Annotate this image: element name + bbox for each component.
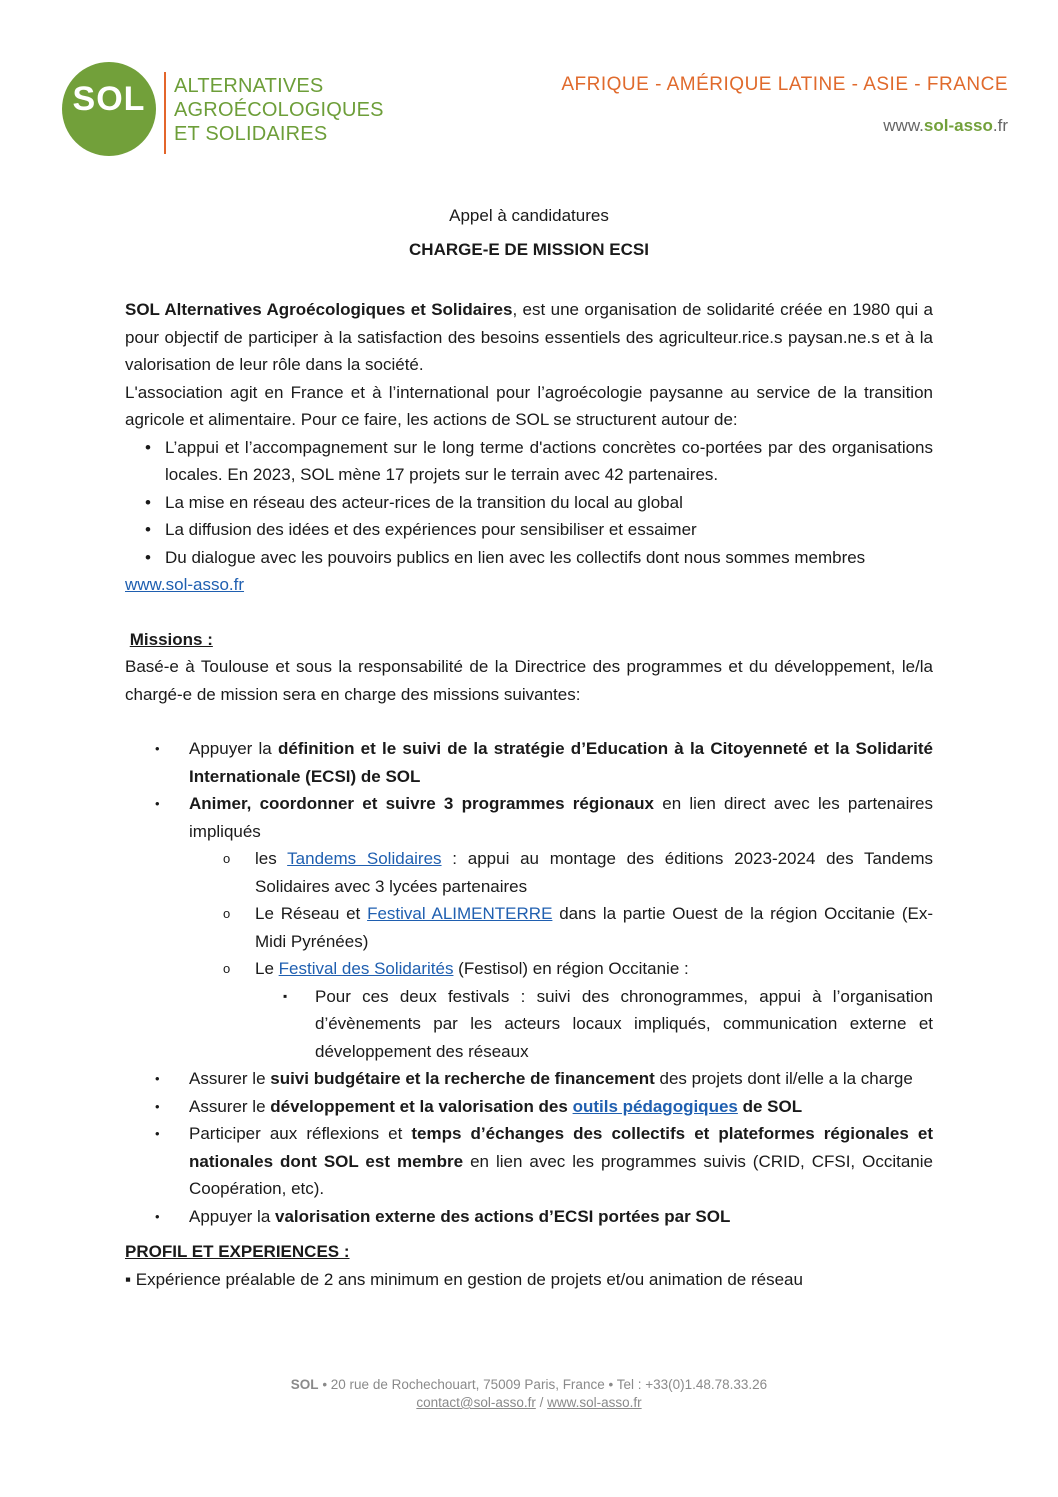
document-title: CHARGE-E DE MISSION ECSI [409, 240, 649, 259]
site-bold: sol-asso [923, 116, 993, 135]
organization-name [174, 74, 384, 146]
profile-line: ▪ Expérience préalable de 2 ans minimum en gestion de projets et/ou animation de réseau [125, 1269, 803, 1289]
mission-item: • Participer aux réflexions et temps d’échanges des collectifs et plateformes régionales et nationales dont SOL est membre en lien avec les programmes suivis (CRID, CFSI, Occitanie Coopération, etc). [125, 1120, 933, 1203]
footer-web-link[interactable]: www.sol-asso.fr [547, 1395, 642, 1410]
programmes-sublist [125, 845, 933, 1065]
programme-item: o Le Festival des Solidarités (Festisol) en région Occitanie : ▪ Pour ces deux festivals : suivi des chronogrammes, appui à l’organisation d’évènements par les acteurs locaux impliqués, communication externe et développement des réseaux [125, 955, 933, 1065]
mission-item: • Animer, coordonner et suivre 3 programmes régionaux en lien direct avec les partenaires impliqués o les Tandems Solidaires : appui au montage des éditions 2023-2024 des Tandems Solidaires avec 3 lycées partenaires o Le Réseau et Festival ALIMENTERRE dans la partie Ouest de la région Occitanie (Ex-Midi Pyrénées) o Le Festival des Solidarités (Festisol) en région Occitanie : ▪ Pour ces deux festivals : suivi des chronogrammes, appui à l’organisation d’évènements par les acteurs locaux impliqués, communication externe et développement des réseaux [125, 790, 933, 1065]
programme-item: o les Tandems Solidaires : appui au montage des éditions 2023-2024 des Tandems Solidaires avec 3 lycées partenaires [125, 845, 933, 900]
mission-item: • Appuyer la valorisation externe des actions d’ECSI portées par SOL [125, 1203, 933, 1231]
regions-banner: AFRIQUE - AMÉRIQUE LATINE - ASIE - FRANCE [561, 74, 1008, 95]
site-suffix: .fr [992, 116, 1008, 135]
festival-sublist [125, 983, 933, 1066]
list-item: • Du dialogue avec les pouvoirs publics en lien avec les collectifs dont nous sommes membres [125, 544, 933, 572]
page-footer [0, 1376, 1058, 1412]
programme-item: o Le Réseau et Festival ALIMENTERRE dans la partie Ouest de la région Occitanie (Ex-Midi Pyrénées) [125, 900, 933, 955]
sol-logo [62, 62, 156, 156]
mission-item: • Appuyer la définition et le suivi de la stratégie d’Education à la Citoyenneté et la Solidarité Internationale (ECSI) de SOL [125, 735, 933, 790]
intro-paragraph [125, 296, 933, 379]
festival-item: ▪ Pour ces deux festivals : suivi des chronogrammes, appui à l’organisation d’évènements par les acteurs locaux impliqués, communication externe et développement des réseaux [125, 983, 933, 1066]
org-name-line2: AGROÉCOLOGIQUES [174, 99, 384, 121]
list-item: • L’appui et l’accompagnement sur le long terme d'actions concrètes co-portées par des organisations locales. En 2023, SOL mène 17 projets sur le terrain avec 42 partenaires. [125, 434, 933, 489]
header-website [883, 116, 1008, 136]
footer-address: • 20 rue de Rochechouart, 75009 Paris, France • Tel : +33(0)1.48.78.33.26 [318, 1377, 768, 1392]
intro-paragraph-2: L'association agit en France et à l’international pour l’agroécologie paysanne au service de la transition agricole et alimentaire. Pour ce faire, les actions de SOL se structurent autour de: [125, 382, 933, 429]
footer-sol: SOL [290, 1377, 319, 1392]
tandems-link[interactable]: Tandems Solidaires [287, 849, 442, 868]
missions-list [125, 735, 933, 1230]
outils-link[interactable]: outils pédagogiques [572, 1096, 738, 1116]
logo-text: SOL [72, 80, 146, 118]
footer-email-link[interactable]: contact@sol-asso.fr [416, 1395, 536, 1410]
org-name-line3: ET SOLIDAIRES [174, 123, 328, 145]
list-item: • La mise en réseau des acteur-rices de la transition du local au global [125, 489, 933, 517]
mission-item: • Assurer le développement et la valorisation des outils pédagogiques de SOL [125, 1093, 933, 1121]
header-divider [164, 72, 166, 154]
missions-heading-row [125, 626, 933, 654]
site-prefix: www. [883, 116, 924, 135]
missions-intro: Basé-e à Toulouse et sous la responsabilité de la Directrice des programmes et du développement, le/la chargé-e de mission sera en charge des missions suivantes: [125, 657, 933, 704]
document-subtitle: Appel à candidatures [449, 206, 609, 225]
alimenterre-link[interactable]: Festival ALIMENTERRE [367, 904, 553, 923]
mission-item: • Assurer le suivi budgétaire et la recherche de financement des projets dont il/elle a la charge [125, 1065, 933, 1093]
list-item: • La diffusion des idées et des expériences pour sensibiliser et essaimer [125, 516, 933, 544]
footer-separator: / [535, 1395, 548, 1410]
org-name-line1: ALTERNATIVES [174, 75, 324, 97]
org-bold-name: SOL Alternatives Agroécologiques et Solidaires [125, 300, 513, 319]
document-body [125, 296, 933, 1293]
festisol-link[interactable]: Festival des Solidarités [278, 959, 454, 978]
missions-heading: Missions : [129, 629, 213, 649]
profile-heading: PROFIL ET EXPERIENCES : [125, 1242, 350, 1261]
website-link[interactable]: www.sol-asso.fr [125, 575, 245, 594]
actions-list [125, 434, 933, 572]
intro-text: , est une organisation de solidarité créée en 1980 qui a pour objectif de participer à la satisfaction des besoins essentiels des agriculteur.rice.s paysan.ne.s et à la valorisation de leur rôle dans la société. [125, 300, 934, 374]
